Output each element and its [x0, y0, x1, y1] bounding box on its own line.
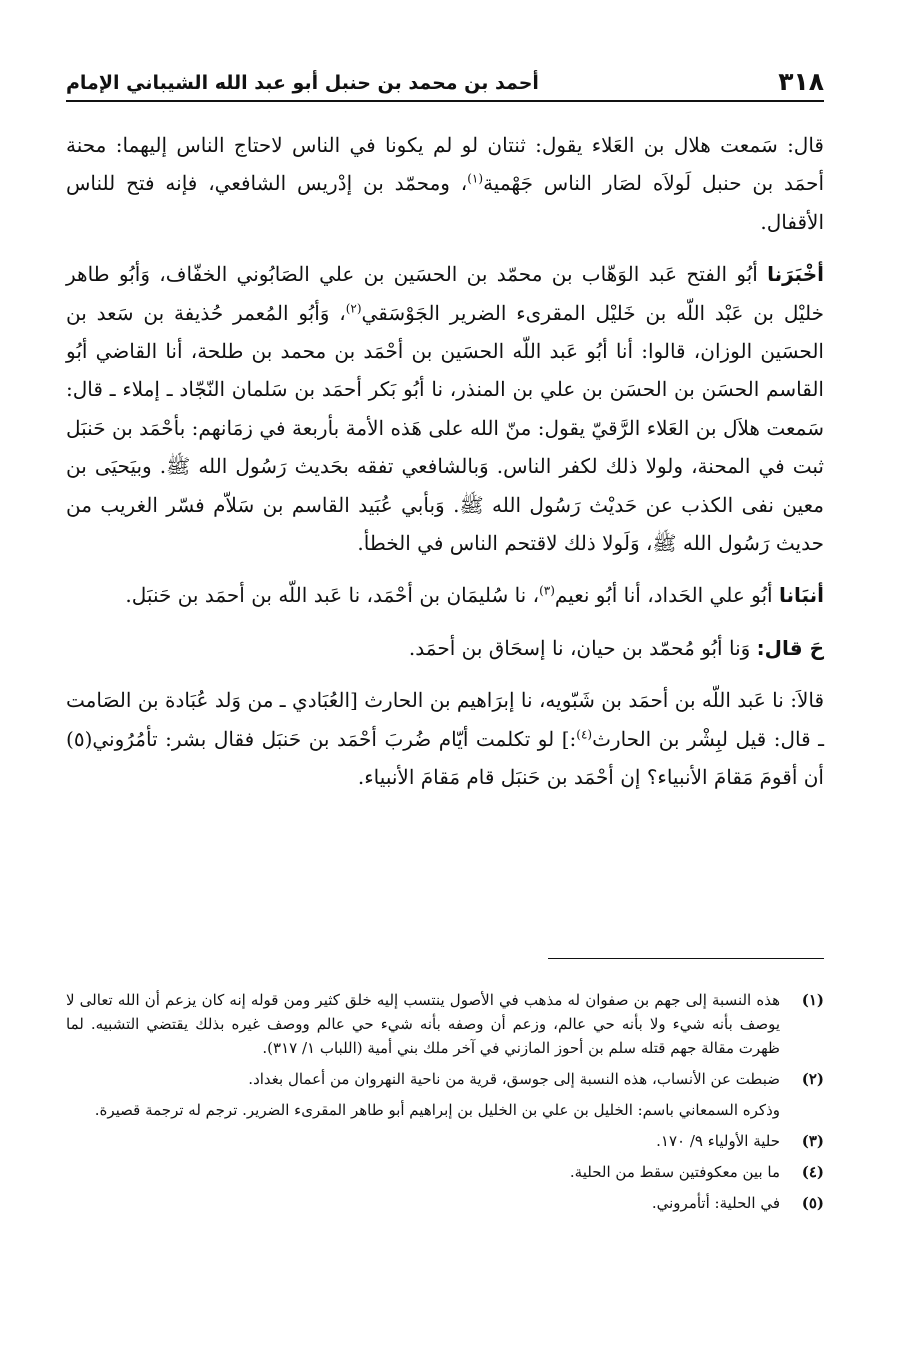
page-number: ٣١٨	[778, 67, 824, 96]
footnote	[66, 1067, 824, 1091]
paragraph-tail: :] لو تكلمت أيّام ضُربَ أحْمَد بن حَنبَل فقال بشر: تأمُرُوني(٥) أن أقومَ مَقامَ الأنبياء؟ إن أحْمَد بن حَنبَل قام مَقامَ الأنبياء.	[66, 726, 824, 790]
footnote	[66, 1129, 824, 1153]
main-text	[66, 126, 824, 811]
footnote	[66, 1160, 824, 1184]
footnote-number: (٣)	[801, 1132, 824, 1150]
footnote-number: (١)	[801, 991, 824, 1009]
paragraph	[66, 255, 824, 562]
footnotes	[66, 988, 824, 1222]
paragraph-lead: أنبَانا	[778, 583, 824, 608]
footnote	[66, 1191, 824, 1215]
paragraph-text: أبُو علي الحَداد، أنا أبُو نعيم	[554, 583, 773, 608]
footnote-mark: (٤)	[576, 727, 593, 742]
footnote-mark: (٣)	[539, 583, 555, 598]
footnote-continuation: وذكره السمعاني باسم: الخليل بن علي بن الخليل بن إبراهيم أبو طاهر المقرىء الضرير. ترجم له ترجمة قصيرة.	[94, 1101, 780, 1119]
paragraph	[66, 629, 824, 667]
paragraph	[66, 681, 824, 796]
paragraph	[66, 126, 824, 241]
page-header	[66, 58, 824, 102]
footnote-mark: (١)	[467, 171, 484, 186]
footnote-mark: (٢)	[345, 300, 362, 315]
footnote-number: (٤)	[801, 1163, 824, 1181]
paragraph-lead: حَ قال:	[756, 635, 824, 660]
paragraph-lead: أخْبَرَنا	[767, 262, 824, 287]
footnote-text: حلية الأولياء ٩/ ١٧٠.	[656, 1132, 780, 1150]
paragraph-text: قال: سَمعت هلال بن العَلاء يقول: ثنتان لو لم يكونا في الناس لاحتاج الناس إليهما: محنة أحمَد بن حنبل لَولاَه لصَار الناس جَهْمية	[66, 133, 825, 196]
footnote-text: ما بين معكوفتين سقط من الحلية.	[569, 1163, 780, 1181]
footnote-number: (٢)	[801, 1070, 824, 1088]
footnote	[66, 988, 824, 1060]
footnote-text: هذه النسبة إلى جهم بن صفوان له مذهب في الأصول ينتسب إليه خلق كثير ومن قوله إنه كان يزعم أن الله تعالى لا يوصف بأنه شيء ولا بأنه حي عالم، وزعم أن وصفه بأنه شيء حي عالم ووصف غيره بذلك يقتضي التشبيه. لما ظهرت مقالة جهم قتله سلم بن أحوز المازني في آخر ملك بني أمية (اللباب ١/ ٣١٧).	[66, 991, 780, 1057]
paragraph-text: وَنا أبُو مُحمّد بن حيان، نا إسحَاق بن أحمَد.	[408, 635, 751, 660]
paragraph-tail: ، ومحمّد بن إدْريس الشافعي، فإنه فتح للناس الأقفال.	[66, 171, 824, 234]
paragraph	[66, 576, 824, 614]
paragraph-text: قالاَ: نا عَبد اللّه بن أحمَد بن شَبّويه، نا إبرَاهيم بن الحارث [العُبَادي ـ من وَلد عُبَادة بن الصَامت ـ قال: قيل لبِشْر بن الحارث	[66, 688, 824, 751]
paragraph-text: أبُو الفتح عَبد الوَهّاب بن محمّد بن الحسَين بن علي الصَابُوني الخفّاف، وَأبُو طاهر خليْل بن عَبْد اللّه بن خَليْل المقرىء الضرير الجَوْسَقي	[66, 262, 824, 325]
footnote-number: (٥)	[801, 1194, 824, 1212]
footnote-text: في الحلية: أتأمروني.	[651, 1194, 780, 1212]
running-title: أحمد بن محمد بن حنبل أبو عبد الله الشيباني الإمام	[66, 72, 539, 94]
paragraph-tail: ، نا سُليمَان بن أحْمَد، نا عَبد اللّه بن أحمَد بن حَنبَل.	[125, 583, 540, 608]
footnote-separator	[548, 958, 824, 959]
footnote-text: ضبطت عن الأنساب، هذه النسبة إلى جوسق، قرية من ناحية النهروان من أعمال بغداد.	[248, 1070, 780, 1088]
paragraph-tail: ، وَأبُو المُعمر حُذيفة بن سَعد بن الحسَين الوزان، قالوا: أنا أبُو عَبد اللّه الحسَين بن أحْمَد بن محمد بن طلحة، أنا القاضي أبُو القاسم الحسَن بن الحسَن بن علي بن المنذر، نا أبُو بَكر أحمَد بن سَلمان النّجّاد ـ إملاء ـ قال: سَمعت هلاَل بن العَلاء الرَّقيّ يقول: منّ الله على هَذه الأمة بأربعة في زمَانهم: بأحْمَد بن حَنبَل ثبت في المحنة، ولولا ذلك لكفر الناس. وَبالشافعي تفقه بحَديث رَسُول الله ﷺ. وبيَحيَى بن معين نفى الكذب عن حَديْث رَسُول الله ﷺ. وَبأبي عُبَيد القاسم بن سَلاّم فسّر الغريب من حديث رَسُول الله ﷺ، وَلَولا ذلك لاقتحم الناس في الخطأ.	[66, 300, 824, 556]
